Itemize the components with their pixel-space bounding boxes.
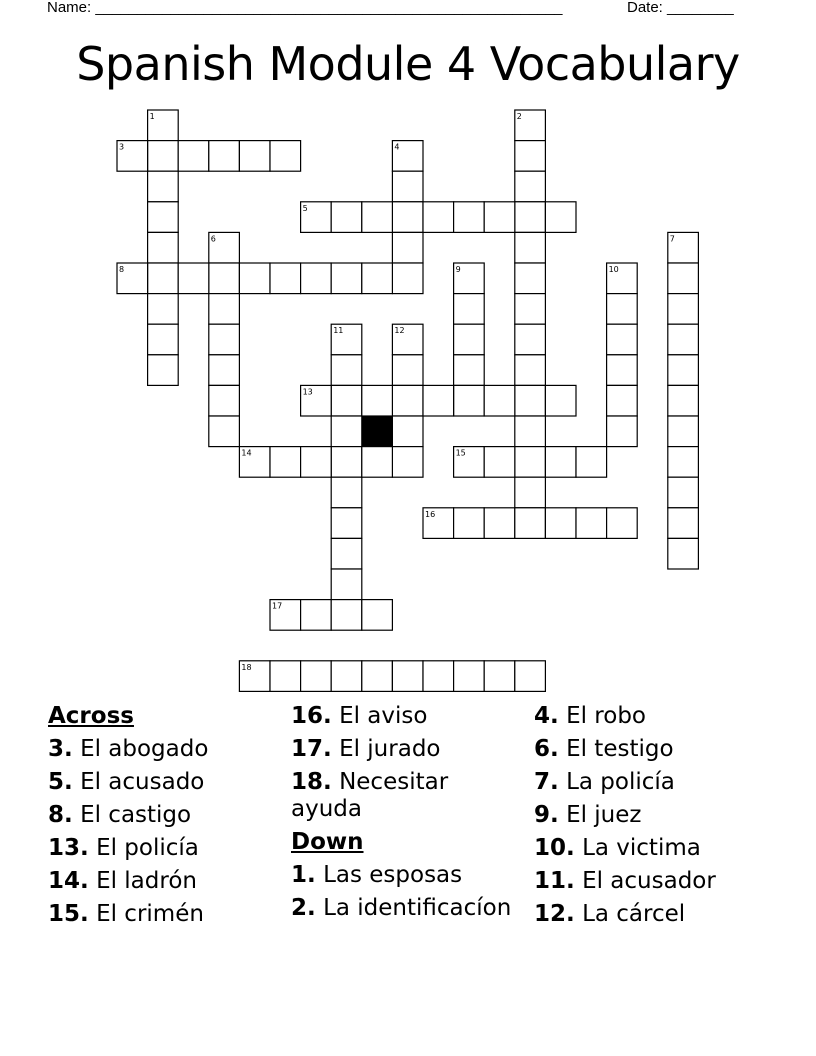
clue-number: 17. bbox=[291, 736, 332, 762]
grid-cell[interactable] bbox=[668, 416, 699, 447]
grid-cell[interactable] bbox=[331, 538, 362, 569]
across-heading: Across bbox=[48, 703, 134, 729]
grid-cell[interactable] bbox=[515, 661, 546, 692]
grid-cell[interactable] bbox=[454, 661, 485, 692]
clue-across bbox=[48, 736, 278, 763]
grid-cell[interactable] bbox=[607, 355, 638, 386]
grid-cell[interactable] bbox=[331, 477, 362, 508]
clue-text: La identificacíon bbox=[323, 895, 512, 921]
clue-across bbox=[291, 703, 521, 730]
grid-cell[interactable] bbox=[515, 355, 546, 386]
grid-cell[interactable] bbox=[515, 232, 546, 263]
cell-number: 8 bbox=[119, 265, 125, 274]
grid-cell[interactable] bbox=[454, 294, 485, 325]
grid-cell[interactable] bbox=[209, 416, 240, 447]
black-block bbox=[362, 416, 393, 447]
cell-number: 14 bbox=[241, 448, 252, 458]
grid-cell[interactable] bbox=[515, 171, 546, 202]
cell-number: 4 bbox=[394, 142, 400, 152]
grid-cell[interactable] bbox=[515, 416, 546, 447]
clue-text: La victima bbox=[582, 835, 701, 861]
clue-number: 14. bbox=[48, 868, 89, 894]
grid-cell[interactable] bbox=[331, 600, 362, 631]
grid-cell[interactable] bbox=[178, 263, 209, 294]
clue-number: 2. bbox=[291, 895, 316, 921]
clue-text: Las esposas bbox=[323, 862, 463, 888]
grid-cell[interactable] bbox=[454, 355, 485, 386]
grid-cell[interactable] bbox=[607, 294, 638, 325]
grid-cell[interactable] bbox=[515, 508, 546, 539]
clue-text: El abogado bbox=[80, 736, 209, 762]
cell-number: 3 bbox=[119, 142, 125, 152]
grid-cell[interactable] bbox=[392, 202, 423, 233]
grid-cell[interactable] bbox=[331, 385, 362, 416]
clue-text: El castigo bbox=[80, 802, 192, 828]
grid-cell[interactable] bbox=[668, 385, 699, 416]
cell-number: 7 bbox=[669, 234, 675, 244]
clue-number: 13. bbox=[48, 835, 89, 861]
grid-cell[interactable] bbox=[331, 447, 362, 478]
grid-cell[interactable] bbox=[362, 447, 393, 478]
grid-cell[interactable] bbox=[270, 447, 301, 478]
grid-cell[interactable] bbox=[545, 447, 576, 478]
grid-cell[interactable] bbox=[515, 141, 546, 172]
grid-cell[interactable] bbox=[362, 385, 393, 416]
grid-cell[interactable] bbox=[392, 385, 423, 416]
grid-cell[interactable] bbox=[239, 141, 270, 172]
grid-cell[interactable] bbox=[270, 661, 301, 692]
grid-cell[interactable] bbox=[484, 447, 515, 478]
grid-cell[interactable] bbox=[392, 447, 423, 478]
clue-number: 5. bbox=[48, 769, 73, 795]
grid-cell[interactable] bbox=[301, 661, 332, 692]
grid-cell[interactable] bbox=[484, 202, 515, 233]
grid-cell[interactable] bbox=[362, 661, 393, 692]
grid-cell[interactable] bbox=[545, 508, 576, 539]
grid-cell[interactable] bbox=[148, 324, 179, 355]
grid-cell[interactable] bbox=[148, 141, 179, 172]
grid-cell[interactable] bbox=[576, 447, 607, 478]
clue-text: El crimén bbox=[96, 901, 204, 927]
grid-cell[interactable] bbox=[301, 447, 332, 478]
clue-number: 3. bbox=[48, 736, 73, 762]
grid-cell[interactable] bbox=[668, 324, 699, 355]
cell-number: 1 bbox=[149, 112, 155, 121]
clue-text: El acusador bbox=[582, 868, 716, 894]
grid-cell[interactable] bbox=[148, 202, 179, 233]
grid-cell[interactable] bbox=[392, 263, 423, 294]
clue-down bbox=[534, 868, 774, 895]
grid-cell[interactable] bbox=[668, 508, 699, 539]
grid-cell[interactable] bbox=[209, 263, 240, 294]
clue-across bbox=[291, 736, 521, 763]
cell-number: 10 bbox=[608, 265, 619, 274]
grid-cell[interactable] bbox=[209, 141, 240, 172]
grid-cell[interactable] bbox=[362, 263, 393, 294]
grid-cell[interactable] bbox=[392, 171, 423, 202]
grid-cell[interactable] bbox=[331, 202, 362, 233]
cell-number: 13 bbox=[302, 387, 313, 397]
grid-cell[interactable] bbox=[668, 294, 699, 325]
clue-number: 8. bbox=[48, 802, 73, 828]
grid-cell[interactable] bbox=[484, 385, 515, 416]
clue-down bbox=[534, 901, 774, 928]
grid-cell[interactable] bbox=[454, 324, 485, 355]
clue-number: 11. bbox=[534, 868, 575, 894]
clue-text: El aviso bbox=[339, 703, 428, 729]
grid-cell[interactable] bbox=[178, 141, 209, 172]
down-heading: Down bbox=[291, 829, 364, 855]
grid-cell[interactable] bbox=[668, 263, 699, 294]
clue-text: El robo bbox=[566, 703, 646, 729]
grid-cell[interactable] bbox=[515, 385, 546, 416]
grid-cell[interactable] bbox=[239, 263, 270, 294]
grid-cell[interactable] bbox=[331, 508, 362, 539]
clue-number: 15. bbox=[48, 901, 89, 927]
clue-down bbox=[534, 835, 774, 862]
grid-cell[interactable] bbox=[392, 661, 423, 692]
grid-cell[interactable] bbox=[484, 508, 515, 539]
clue-text: Necesitar ayuda bbox=[291, 769, 449, 822]
grid-cell[interactable] bbox=[545, 202, 576, 233]
grid-cell[interactable] bbox=[454, 202, 485, 233]
grid-cell[interactable] bbox=[423, 202, 454, 233]
clues-column-1 bbox=[48, 703, 278, 934]
clue-down bbox=[291, 862, 521, 889]
cell-number: 18 bbox=[241, 662, 252, 672]
grid-cell[interactable] bbox=[576, 508, 607, 539]
clues-column-2 bbox=[291, 703, 521, 928]
grid-cell[interactable] bbox=[331, 355, 362, 386]
clue-text: El policía bbox=[96, 835, 199, 861]
clue-text: El testigo bbox=[566, 736, 674, 762]
clue-text: El acusado bbox=[80, 769, 205, 795]
grid-cell[interactable] bbox=[392, 416, 423, 447]
grid-cell[interactable] bbox=[331, 661, 362, 692]
cell-number: 16 bbox=[425, 509, 436, 519]
grid-cell[interactable] bbox=[392, 232, 423, 263]
grid-cell[interactable] bbox=[362, 202, 393, 233]
grid-cell[interactable] bbox=[668, 538, 699, 569]
clue-across bbox=[291, 769, 521, 823]
clue-number: 7. bbox=[534, 769, 559, 795]
grid-cell[interactable] bbox=[423, 661, 454, 692]
clue-number: 6. bbox=[534, 736, 559, 762]
grid-cell[interactable] bbox=[148, 171, 179, 202]
clue-across bbox=[48, 868, 278, 895]
grid-cell[interactable] bbox=[607, 385, 638, 416]
grid-cell[interactable] bbox=[148, 232, 179, 263]
grid-cell[interactable] bbox=[668, 447, 699, 478]
grid-cell[interactable] bbox=[209, 385, 240, 416]
grid-cell[interactable] bbox=[607, 416, 638, 447]
cell-number: 17 bbox=[272, 601, 283, 611]
clue-text: La policía bbox=[566, 769, 675, 795]
grid-cell[interactable] bbox=[515, 477, 546, 508]
clue-number: 1. bbox=[291, 862, 316, 888]
clue-down bbox=[534, 736, 774, 763]
grid-cell[interactable] bbox=[607, 508, 638, 539]
clue-across bbox=[48, 835, 278, 862]
grid-cell[interactable] bbox=[301, 263, 332, 294]
grid-cell[interactable] bbox=[270, 141, 301, 172]
grid-cell[interactable] bbox=[301, 600, 332, 631]
clue-across bbox=[48, 769, 278, 796]
date-field[interactable]: Date: ________ bbox=[627, 0, 734, 16]
grid-cell[interactable] bbox=[515, 447, 546, 478]
grid-cell[interactable] bbox=[454, 508, 485, 539]
grid-cell[interactable] bbox=[423, 385, 454, 416]
page-title: Spanish Module 4 Vocabulary bbox=[76, 37, 740, 91]
grid-cell[interactable] bbox=[148, 355, 179, 386]
grid-cell[interactable] bbox=[515, 263, 546, 294]
clue-down bbox=[534, 769, 774, 796]
grid-cell[interactable] bbox=[484, 661, 515, 692]
clue-number: 12. bbox=[534, 901, 575, 927]
grid-cell[interactable] bbox=[209, 324, 240, 355]
grid-cell[interactable] bbox=[545, 385, 576, 416]
grid-cell[interactable] bbox=[668, 477, 699, 508]
clue-number: 4. bbox=[534, 703, 559, 729]
clue-down bbox=[291, 895, 521, 922]
clue-across bbox=[48, 802, 278, 829]
clue-text: La cárcel bbox=[582, 901, 686, 927]
clue-down bbox=[534, 703, 774, 730]
clue-text: El juez bbox=[566, 802, 642, 828]
clue-number: 18. bbox=[291, 769, 332, 795]
clues-column-3 bbox=[534, 703, 774, 934]
clue-number: 10. bbox=[534, 835, 575, 861]
grid-cell[interactable] bbox=[392, 355, 423, 386]
cell-number: 9 bbox=[455, 265, 461, 274]
grid-cell[interactable] bbox=[270, 263, 301, 294]
grid-cell[interactable] bbox=[454, 385, 485, 416]
name-field[interactable]: Name: ________________________________________________________ bbox=[47, 0, 563, 16]
cell-number: 12 bbox=[394, 326, 405, 336]
cell-number: 15 bbox=[455, 448, 466, 458]
grid-cell[interactable] bbox=[209, 294, 240, 325]
grid-cell[interactable] bbox=[209, 355, 240, 386]
cell-number: 2 bbox=[516, 112, 522, 121]
clue-text: El ladrón bbox=[96, 868, 197, 894]
grid-cell[interactable] bbox=[515, 324, 546, 355]
grid-cell[interactable] bbox=[515, 294, 546, 325]
clue-number: 9. bbox=[534, 802, 559, 828]
grid-cell[interactable] bbox=[515, 202, 546, 233]
cell-number: 6 bbox=[210, 234, 216, 244]
grid-cell[interactable] bbox=[331, 569, 362, 600]
grid-cell[interactable] bbox=[607, 324, 638, 355]
grid-cell[interactable] bbox=[668, 355, 699, 386]
grid-cell[interactable] bbox=[331, 416, 362, 447]
clue-number: 16. bbox=[291, 703, 332, 729]
cell-number: 11 bbox=[333, 326, 344, 336]
clue-down bbox=[534, 802, 774, 829]
grid-cell[interactable] bbox=[331, 263, 362, 294]
cell-number: 5 bbox=[302, 203, 308, 213]
grid-cell[interactable] bbox=[148, 294, 179, 325]
grid-cell[interactable] bbox=[362, 600, 393, 631]
grid-cell[interactable] bbox=[148, 263, 179, 294]
clue-text: El jurado bbox=[339, 736, 441, 762]
clue-across bbox=[48, 901, 278, 928]
